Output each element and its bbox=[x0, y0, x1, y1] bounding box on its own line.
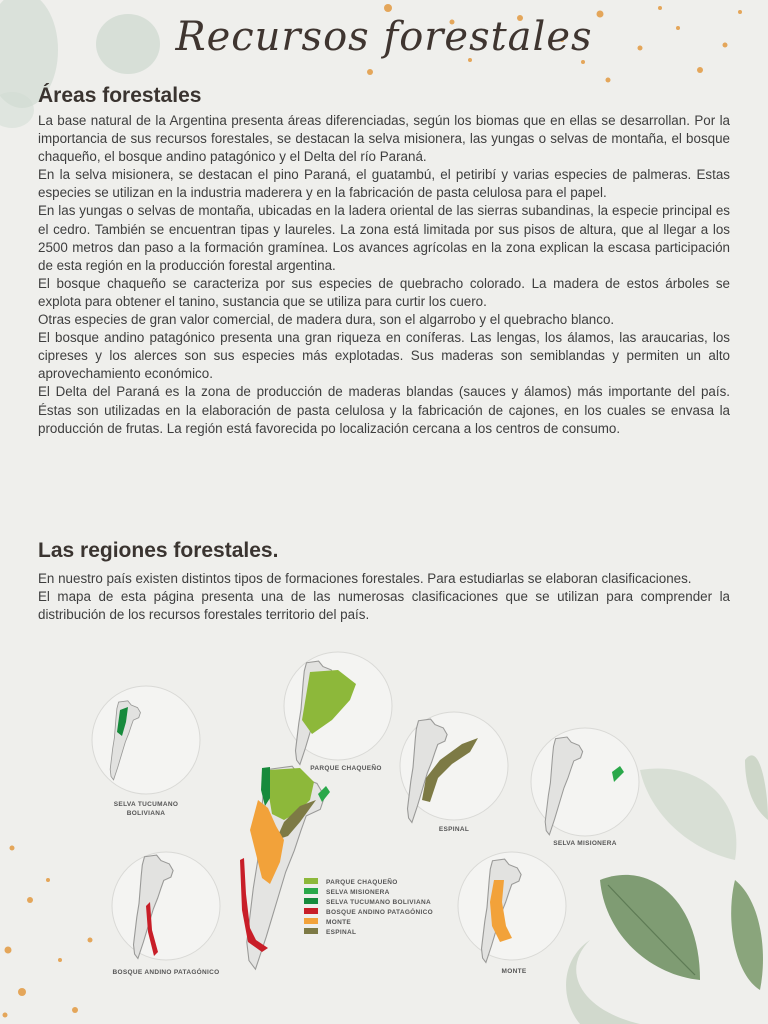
map-selva-misionera bbox=[531, 728, 639, 847]
paragraph: El bosque andino patagónico presenta una gran riqueza en coníferas. Las lengas, los álamos, las araucarias, los cipreses y los alerces son sus especies más explotadas. Sus maderas son semiblandas y permiten un alto aprovechamiento económico. bbox=[38, 330, 730, 382]
page-title: Recursos forestales bbox=[175, 14, 593, 60]
paragraph: La base natural de la Argentina presenta áreas diferenciadas, según los biomas que en ellas se desarrollan. Por la importancia de sus recursos forestales, se destacan la selva misionera, las yungas o selvas de montaña, el bosque chaqueño, el bosque andino patagónico y el Delta del río Paraná. bbox=[38, 113, 730, 165]
paragraph: En las yungas o selvas de montaña, ubicadas en la ladera oriental de las sierras subandinas, la especie principal es el cedro. También se encuentran tipas y laureles. La zona está limitada por sus pisos de altura, que al llegar a los 2500 metros dan paso a la formación gramínea. Los avances agrícolas en la zona explican la escasa participación de esta región en la producción forestal argentina. bbox=[38, 203, 730, 273]
map-selva-tucumano bbox=[92, 686, 200, 817]
map-monte bbox=[458, 852, 566, 975]
map-parque-chaqueno bbox=[284, 652, 392, 772]
legend-swatch bbox=[304, 878, 318, 884]
map-label: ESPINAL bbox=[438, 826, 470, 833]
legend-label: ESPINAL bbox=[326, 929, 357, 936]
paragraph: El mapa de esta página presenta una de las numerosas clasificaciones que se utilizan para comprender la distribución de los recursos forestales territorio del país. bbox=[38, 589, 730, 623]
paragraph: El Delta del Paraná es la zona de producción de maderas blandas (sauces y álamos) más importante del país. Éstas son utilizadas en la elaboración de pasta celulosa y la fabricación de cajones, en los cuales se envasa la producción de frutas. La región está favorecida po localización cercana a los centros de consumo. bbox=[38, 384, 730, 436]
map-label: SELVA MISIONERA bbox=[553, 840, 617, 847]
map-label: BOLIVIANA bbox=[126, 810, 166, 817]
legend-label: BOSQUE ANDINO PATAGÓNICO bbox=[326, 909, 433, 916]
paragraph: En nuestro país existen distintos tipos de formaciones forestales. Para estudiarlas se elaboran clasificaciones. bbox=[38, 571, 692, 586]
paragraph: En la selva misionera, se destacan el pino Paraná, el guatambú, el petiribí y varias especies de palmeras. Estas especies se utilizan en la industria maderera y en la fabricación de pasta celulosa para el papel. bbox=[38, 167, 730, 201]
paragraph: Otras especies de gran valor comercial, de madera dura, son el algarrobo y el quebracho blanco. bbox=[38, 312, 615, 328]
legend-label: PARQUE CHAQUEÑO bbox=[326, 879, 398, 886]
map-espinal bbox=[400, 712, 508, 833]
legend-swatch bbox=[304, 898, 318, 904]
legend-swatch bbox=[304, 928, 318, 934]
legend-label: SELVA MISIONERA bbox=[326, 889, 390, 896]
map-label: PARQUE CHAQUEÑO bbox=[310, 765, 382, 772]
legend-label: MONTE bbox=[326, 919, 351, 926]
map-label: MONTE bbox=[501, 968, 527, 975]
map-argentina-combined bbox=[240, 766, 330, 969]
legend-swatch bbox=[304, 908, 318, 914]
legend-label: SELVA TUCUMANO BOLIVIANA bbox=[326, 899, 431, 906]
map-bosque-andino bbox=[112, 852, 220, 976]
section-heading-areas: Áreas forestales bbox=[38, 84, 202, 107]
section-heading-regions: Las regiones forestales. bbox=[38, 539, 279, 562]
map-label: BOSQUE ANDINO PATAGÓNICO bbox=[112, 969, 220, 976]
paragraph: El bosque chaqueño se caracteriza por sus especies de quebracho colorado. La madera de estos árboles se explota para obtener el tanino, sustancia que se utiliza para curtir los cuero. bbox=[38, 275, 730, 309]
forest-regions-map bbox=[0, 640, 768, 1024]
section-body-areas bbox=[38, 112, 730, 438]
map-legend bbox=[304, 877, 433, 936]
map-label: SELVA TUCUMANO bbox=[113, 801, 179, 808]
legend-swatch bbox=[304, 888, 318, 894]
legend-swatch bbox=[304, 918, 318, 924]
section-body-regions bbox=[38, 570, 730, 624]
